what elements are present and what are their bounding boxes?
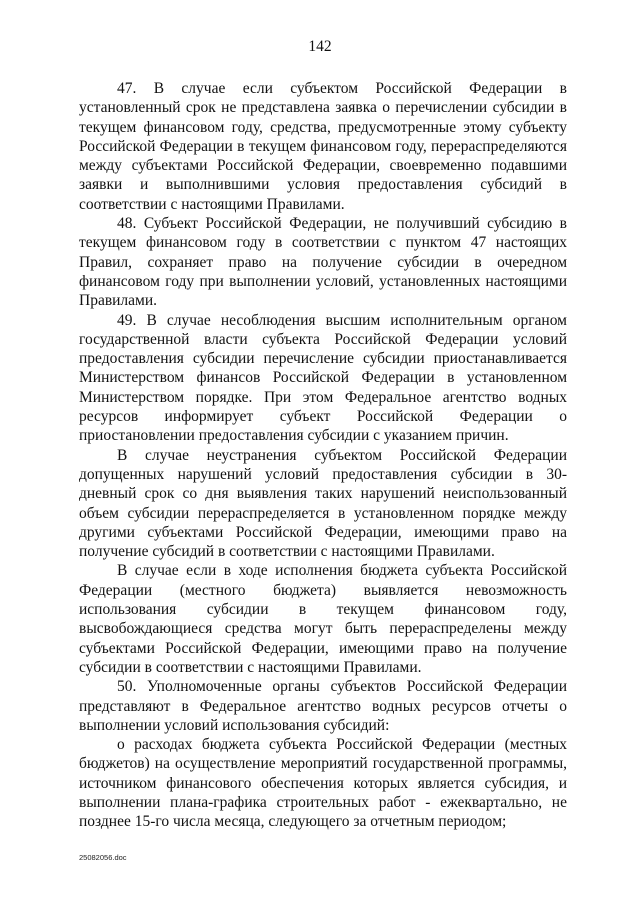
file-name-footer: 25082056.doc — [79, 853, 127, 862]
paragraph-48: 48. Субъект Российской Федерации, не получивший субсидию в текущем финансовом году в соответствии с пунктом 47 настоящих Правил, сохраняет право на получение субсидии в очередном финансовом году при выполнении условий, установленных настоящими Правилами. — [79, 215, 567, 310]
document-body — [79, 79, 567, 832]
paragraph-49-violations: В случае неустранения субъектом Российской Федерации допущенных нарушений условий предоставления субсидии в 30-дневный срок со дня выявления таких нарушений неиспользованный объем субсидии перераспределяется в установленном порядке между другими субъектами Российской Федерации, имеющими право на получение субсидий в соответствии с настоящими Правилами. — [79, 446, 567, 561]
paragraph-49-budget: В случае если в ходе исполнения бюджета субъекта Российской Федерации (местного бюджета) выявляется невозможность использования субсидии в текущем финансовом году, высвобождающиеся средства могут быть перераспределены между субъектами Российской Федерации, имеющими право на получение субсидии в соответствии с настоящими Правилами. — [79, 562, 567, 676]
paragraph-49: 49. В случае несоблюдения высшим исполнительным органом государственной власти субъекта Российской Федерации условий предоставления субсидии перечисление субсидии приостанавливается Министерством финансов Российской Федерации в установленном Министерством порядке. При этом Федеральное агентство водных ресурсов информирует субъект Российской Федерации о приостановлении предоставления субсидии с указанием причин. — [79, 311, 567, 445]
page-number: 142 — [308, 38, 332, 55]
paragraph-47: 47. В случае если субъектом Российской Федерации в установленный срок не представлена заявка о перечислении субсидии в текущем финансовом году, средства, предусмотренные этому субъекту Российской Федерации в текущем финансовом году, перераспределяются между субъектами Российской Федерации, своевременно подавшими заявки и выполнившими условия предоставления субсидий в соответствии с настоящими Правилами. — [79, 80, 567, 213]
paragraph-50-expenses: о расходах бюджета субъекта Российской Федерации (местных бюджетов) на осуществление мероприятий государственной программы, источником финансового обеспечения которых является субсидия, и выполнении плана-графика строительных работ - ежеквартально, не позднее 15-го числа месяца, следующего за отчетным периодом; — [79, 736, 567, 831]
paragraph-50: 50. Уполномоченные органы субъектов Российской Федерации представляют в Федеральное агентство водных ресурсов отчеты о выполнении условий использования субсидий: — [79, 678, 567, 734]
